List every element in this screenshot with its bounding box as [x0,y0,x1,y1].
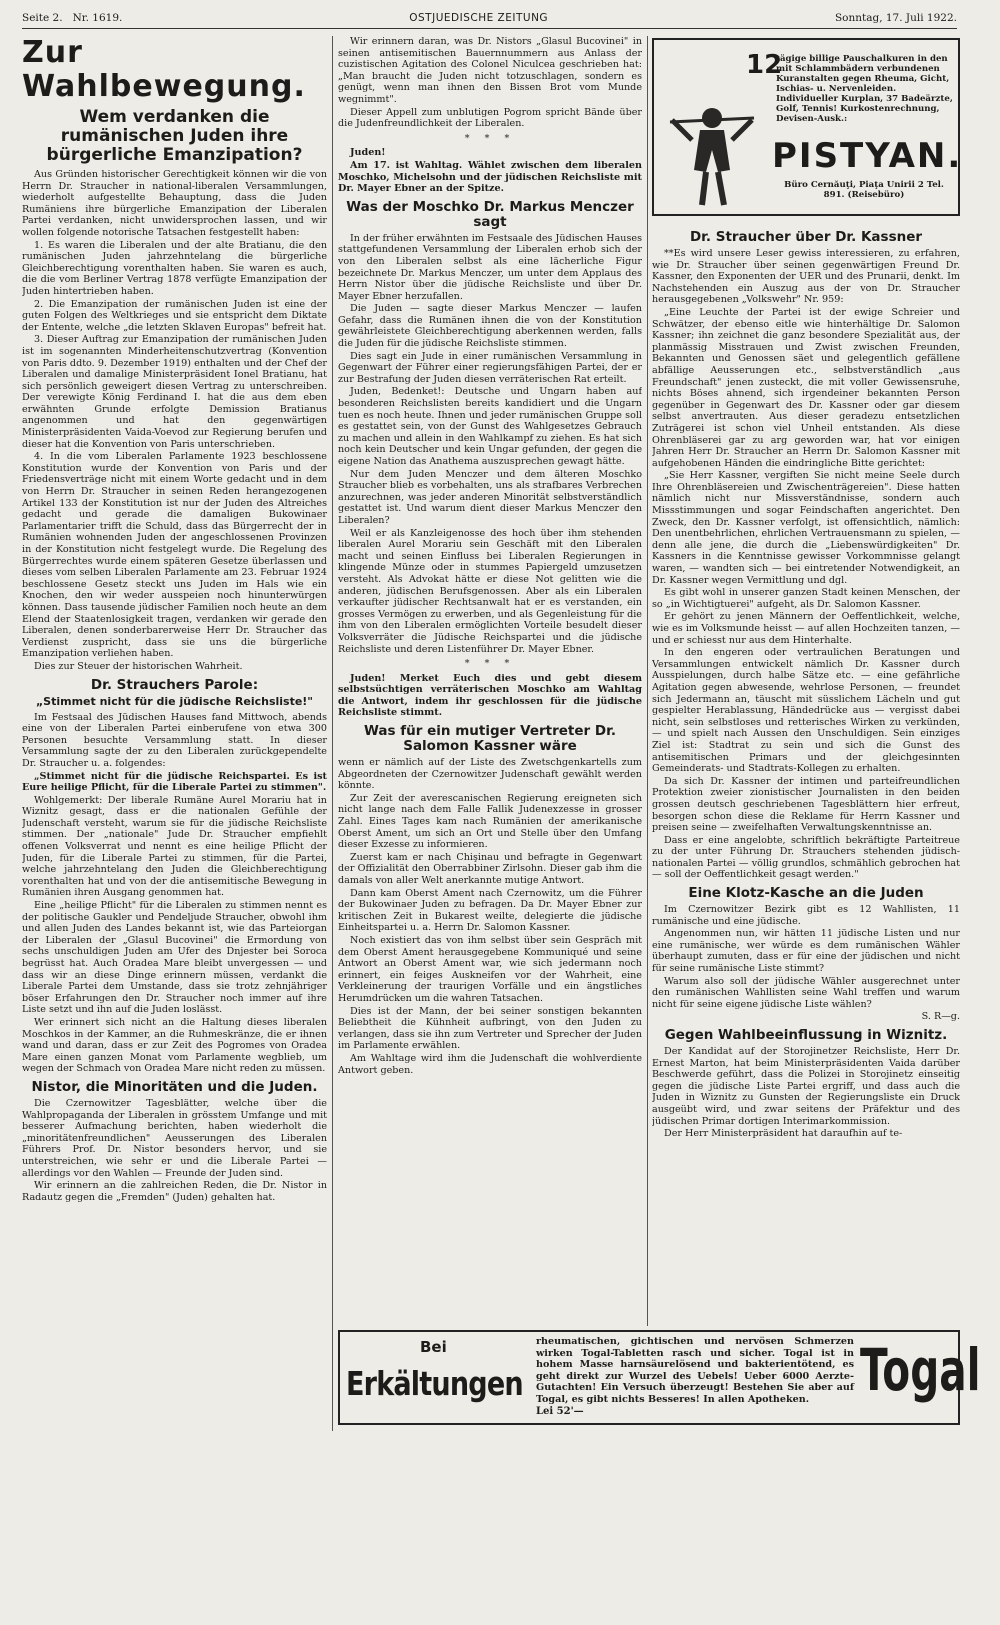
ad-brand: PISTYAN. [772,136,963,176]
ad-number: 12 [746,50,783,80]
paragraph: „Sie Herr Kassner, vergiften Sie nicht meine Seele durch Ihre Ohrenbläsereien und Zwischenträgereien". Diese hatten nämlich nicht nur Missverständnisse, sondern auch Missstimmungen und sogar Feindschaften angerichtet. Den Zweck, den Dr. Kassner verfolgt, ist offensichtlich, nämlich: Den unentbehrlichen, ehrlichen Vertrauensmann zu spielen, — denn alle jene, die durch die „Liebenswürdigkeiten" Dr. Kassners in die Kenntnisse gewisser Vorkommnisse gelangt waren, — wandten sich — bei eintretender Notwendigkeit, an Dr. Kassner wegen Vermittlung und dgl. [652,470,960,586]
paragraph: Angenommen nun, wir hätten 11 jüdische Listen und nur eine rumänische, wer würde es dem rumänischen Wähler überhaupt zumuten, dass er für eine der jüdischen und nicht für seine rumänische Liste stimmt? [652,928,960,975]
paragraph: Wir erinnern daran, was Dr. Nistors „Glasul Bucovinei" in seinen antisemitischen Bauernnummern aus Anlass der cuzistischen Agitation des Colonel Niculcea geschrieben hat: „Man braucht die Juden nicht totzuschlagen, sondern es genügt, wenn man ihnen den Bissen Brot vom Munde wegnimmt". [338,36,642,105]
article-subtitle: „Stimmet nicht für die jüdische Reichsliste!" [35,694,314,708]
separator: * * * [464,132,516,144]
ad-logo: Togal [860,1336,981,1404]
appeal: Am 17. ist Wahltag. Wählet zwischen dem liberalen Moschko, Michelsohn und der jüdischen Reichsliste mit Dr. Mayer Ebner an der Spitze. [338,159,642,195]
paragraph: Juden, Bedenket!: Deutsche und Ungarn haben auf besonderen Reichslisten bereits kandidiert und die Ungarn tuen es noch heute. Ihnen und jeder rumänischen Gruppe soll es gestattet sein, von der Gunst des Wahlgesetzes Gebrauch zu machen und allein in den Wahlkampf zu ziehen. Es hat sich noch kein Deutscher und kein Ungar gefunden, der gegen die eigene Nation das Anathema auszusprechen gewagt hätte. [338,386,642,467]
paragraph: Wir erinnern an die zahlreichen Reden, die Dr. Nistor in Radautz gegen die „Fremden" (Juden) gehalten hat. [22,1180,327,1203]
paragraph: Dies zur Steuer der historischen Wahrheit. [34,660,243,672]
paragraph: Im Festsaal des Jüdischen Hauses fand Mittwoch, abends eine von der Liberalen Partei einberufene von etwa 300 Personen besuchte Versammlung statt. In dieser Versammlung sagte der zu den Liberalen zurückgependelte Dr. Straucher u. a. folgendes: [22,711,327,769]
ad-body: rheumatischen, gichtischen und nervösen Schmerzen wirken Togal-Tabletten rasch und sicher. Togal ist in hohem Masse harnsäurelösend und bakterientötend, es geht direkt zur Wurzel des Uebels! Ueber 6000 Aerzte-Gutachten! Ein Versuch überzeugt! Bestehen Sie aber auf Togal, es gibt nichts Besseres! In allen Apotheken. [536,1336,854,1405]
appeal: Juden! Merket Euch dies und gebt diesem selbstsüchtigen verräterischen Moschko am Wahltag die Antwort, indem ihr geschlossen für die jüdische Reichsliste stimmt. [338,672,642,719]
article-title: Gegen Wahlbeeinflussung in Wiznitz. [664,1027,948,1043]
signature: S. R—g. [921,1011,960,1023]
paragraph: Im Czernowitzer Bezirk gibt es 12 Wahllisten, 11 rumänische und eine jüdische. [652,904,960,927]
masthead [22,10,957,29]
paragraph: Zur Zeit der averescanischen Regierung ereigneten sich nicht lange nach dem Falle Fallik Judenexzesse in grosser Zahl. Eines Tages kam nach Rumänien der amerikanische Oberst Ament, um sich an Ort und Stelle über den Umfang dieser Exzesse zu informieren. [338,792,642,851]
paragraph: Der Kandidat auf der Storojinetzer Reichsliste, Herr Dr. Ernest Marton, hat beim Ministerpräsidenten Vaida darüber Beschwerde geführt, dass die Polizei in Storojinetz einseitig gegen die jüdische Liste Partei ergriff, und dass auch die Juden in Wiznitz zu Gunsten der Regierungsliste ein Druck ausgeübt wird, und zwar seitens der Präfektur und des jüdischen Primar dortigen Interimarkommission. [652,1046,960,1127]
paragraph: Dass er eine angelobte, schriftlich bekräftigte Parteitreue zu der unter Führung Dr. Strauchers stehenden jüdisch-nationalen Partei — völlig grundlos, schmählich gebrochen hat — soll der Oeffentlichkeit gesagt werden." [652,834,960,881]
paragraph: Zuerst kam er nach Chişinau und befragte in Gegenwart der Offizialität den Oberrabbiner Zirlsohn. Dieser gab ihm die damals von aller Welt anerkannte mutige Antwort. [338,851,642,886]
article-title: Nistor, die Minoritäten und die Juden. [31,1078,318,1095]
paragraph: Dies ist der Mann, der bei seiner sonstigen bekannten Beliebtheit die Kühnheit aufbringt, von den Juden zu verlangen, dass sie ihn zum Vertreter und Sprecher der Juden im Parlamente erwählen. [338,1005,642,1052]
paragraph: Aus Gründen historischer Gerechtigkeit können wir die von Herrn Dr. Straucher in national-liberalen Versammlungen, wiederholt aufgestellte Behauptung, dass die Juden Rumäniens ihre bürgerliche Emanzipation der Liberalen Partei verdanken, nicht unwidersprochen lassen, und wir wollen folgende notorische Tatsachen festgestellt haben: [22,169,327,238]
column-1 [22,36,327,1436]
quote: „Stimmet nicht für die jüdische Reichspartei. Es ist Eure heilige Pflicht, für die Liberale Partei zu stimmen". [22,770,327,794]
man-breaking-crutch-illustration [662,100,762,210]
paragraph: 4. In die vom Liberalen Parlamente 1923 beschlossene Konstitution wurde der Konvention von Paris und der Friedensverträge nicht mit einem Worte gedacht und in dem von Herrn Dr. Straucher in seinen Reden herangezogenen Artikel 133 der Konstitution ist nur der Juden des Altreiches gedacht und gerade die damaligen Bukowinaer Parlamentarier trifft die Schuld, dass das Bürgerrecht der in Rumänien wohnenden Juden der angeschlossenen Provinzen in der Konstitution nicht festgelegt wurde. Die Regelung des Bürgerrechtes wurde einem späteren Gesetze überlassen und dieses vom selben Liberalen Parlamente am 23. Februar 1924 beschlossene Gesetz steckt uns Juden im Hals wie ein Knochen, den wir weder ausspeien noch hinunterwürgen können. Dass tausende jüdischer Familien noch heute an dem Elend der Staatenlosigkeit tragen, verdanken wir gerade den Liberalen, denen sonderbarerweise Herr Dr. Straucher das Verdienst zuspricht, dass sie uns die bürgerliche Emanzipation verliehen haben. [22,451,327,660]
paragraph: In der früher erwähnten im Festsaale des Jüdischen Hauses stattgefundenen Versammlung der Liberalen erhob sich der von den Liberalen selbst als eine lächerliche Figur bezeichnete Dr. Markus Menczer, um unter dem Applaus des Herrn Nistor über die jüdische Reichsliste und über Dr. Mayer Ebner herzufallen. [338,232,642,302]
page-label: Seite 2. [22,12,63,24]
paragraph: 3. Dieser Auftrag zur Emanzipation der rumänischen Juden ist im sogenannten Minderheitenschutzvertrag (Konvention von Paris ddto. 9. Dezember 1919) enthalten und der Chef der Liberalen und damalige Ministerpräsident Ionel Bratianu, hat sich persönlich geweigert diesen Vertrag zu unterschreiben. Der verewigte König Ferdinand I. hat die aus dem eben erwähnten Grunde erfolgte Demission Bratianus angenommen und hat den gegenwärtigen Ministerpräsidenten Vaida-Voevod zur Regierung berufen und dieser hat die Konvention von Paris unterschrieben. [22,334,327,450]
paragraph: 2. Die Emanzipation der rumänischen Juden ist eine der guten Folgen des Weltkrieges und sie entspricht dem Diktate der Entente, welche „die letzten Sklaven Europas" befreit hat. [22,298,327,333]
newspaper-title: OSTJUEDISCHE ZEITUNG [409,12,549,24]
paragraph: Der Herr Ministerpräsident hat daraufhin auf te- [664,1128,903,1140]
paragraph: Es gibt wohl in unserer ganzen Stadt keinen Menschen, der so „in Wichtigtuerei" aufgeht, als Dr. Salomon Kassner. [652,587,960,610]
article-title: Was für ein mutiger Vertreter Dr. Salomon Kassner wäre [364,723,616,755]
ad-headline: Erkältungen [346,1364,523,1403]
paragraph: Eine „heilige Pflicht" für die Liberalen zu stimmen nennt es der politische Gaukler und Pendeljude Straucher, obwohl ihm und allen Juden des Landes bekannt ist, wie das Parteiorgan der Liberalen der „Glasul Bucovinei" die Ermordung von sechs unschuldigen Juden am Ufer des Dnjester bei Soroca begrüsst hat. Auch Oradea Mare bleibt unvergessen — und dass wir an diese Dinge erinnern müssen, verdankt die Liberale Partei dem Umstande, dass sie trotz zehnjähriger böser Erfahrungen den Dr. Straucher noch immer auf ihre Liste setzt und ihn auf die Juden loslässt. [22,900,327,1016]
article-title: Was der Moschko Dr. Markus Menczer sagt [346,198,634,230]
headline: Zur Wahlbewegung. [22,36,306,104]
paragraph: wenn er nämlich auf der Liste des Zwetschgenkartells zum Abgeordneten der Czernowitzer Judenschaft gewählt werden könnte. [338,757,642,792]
article-title: Dr. Straucher über Dr. Kassner [689,229,923,245]
article-title: Dr. Strauchers Parole: [90,676,259,693]
page-number [22,12,122,24]
separator: * * * [464,658,516,670]
paragraph: Wohlgemerkt: Der liberale Rumäne Aurel Morariu hat in Wiznitz gesagt, dass er die nationalen Gefühle der Judenschaft versteht, warum sie für die jüdische Reichsliste stimmen. Der „nationale" Jude Dr. Straucher empfiehlt offenen Volksverrat und nennt es eine heilige Pflicht der Juden, für die Liberale Partei zu stimmen, für die Partei, welche jahrzehntelang den Juden die Gleichberechtigung vorenthalten hat und von der die antisemitische Bewegung in Rumänien ihren Ausgang genommen hat. [22,794,327,899]
paragraph: „Eine Leuchte der Partei ist der ewige Schreier und Schwätzer, der ebenso eitle wie hinterhältige Dr. Salomon Kassner; ihn zeichnet die ganz besondere Spezialität aus, der planmässig Misstrauen und Zwist zwischen Freunden, Bekannten und Genossen säet und gelegentlich gefällene abfällige Aeusserungen etc., selbstverständlich „aus Freundschaft" jenen zusteckt, die mit voller Gewissensruhe, nichts Böses ahnend, sich irgendeiner bekannten Person gegenüber in Gegenwart des Dr. Kassner oder gar diesem selbst anvertrauten. Aus dieser geradezu entsetzlichen Zuträgerei ist schon viel Unheil entstanden. Als diese Ohrenbläserei gar zu arg geworden war, hat vor einigen Jahren Herr Dr. Straucher an Herrn Dr. Salomon Kassner mit aufgehobenen Händen die eindringliche Bitte gerichtet: [652,306,960,469]
ad-lead: Bei [420,1338,447,1356]
appeal: Juden! [350,147,386,159]
issue-number: Nr. 1619. [72,12,123,24]
paragraph: Da sich Dr. Kassner der intimen und parteifreundlichen Protektion zweier zionistischer Journalisten in den beiden grossen deutsch geschriebenen Tagesblättern hier erfreut, besorgen schon diese die Reklame für Herrn Kassner und preisen seine — zweifelhaften Verwaltungskenntnisse an. [652,775,960,834]
column-rule [332,36,333,1431]
paragraph: Weil er als Kanzleigenosse des hoch über ihm stehenden liberalen Aurel Morariu sein Geschäft mit den Liberalen macht und seinen Einfluss bei Liberalen Regierungen in klingende Münze oder in stummes Papiergeld umzusetzen versteht. Als Advokat hätte er diese Not gelitten wie die anderen, jüdischen Berufsgenossen. Aber als ein Liberalen verkaufter jüdischer Rechtsanwalt hat er es verstanden, ein grosses Vermögen zu erwerben, und als Gegenleistung für die ihm von den Liberalen ermöglichten Vorteile besudelt dieser Volksverräter die Jüdische Reichspartei und die jüdische Reichsliste und deren Listenführer Dr. Mayer Ebner. [338,527,642,655]
article-title: Eine Klotz-Kasche an die Juden [688,885,924,902]
column-2 [338,36,642,1286]
paragraph: Er gehört zu jenen Männern der Oeffentlichkeit, welche, wie es im Volksmunde heisst — auf allen Hochzeiten tanzen, — und er schiesst nur aus dem Hinterhalte. [652,611,960,646]
article-title: Wem verdanken die rumänischen Juden ihre bürgerliche Emanzipation? [46,107,303,165]
ad-address: Büro Cernăuţi, Piaţa Unirii 2 Tel. 891. (Reisebüro) [784,180,944,200]
paragraph: Nur dem Juden Menczer und dem älteren Moschko Straucher blieb es vorbehalten, uns als strafbares Verbrechen anzurechnen, was jeder anderen Minorität selbstverständlich gestattet ist. Und warum dient dieser Markus Menczer den Liberalen? [338,468,642,526]
paragraph: Dann kam Oberst Ament nach Czernowitz, um die Führer der Bukowinaer Juden zu befragen. Da Dr. Mayer Ebner zur kritischen Zeit in Bukarest weilte, delegierte die jüdische Einheitspartei u. a. Herrn Dr. Salomon Kassner. [338,887,642,934]
issue-date: Sonntag, 17. Juli 1922. [834,12,957,24]
paragraph: Dieser Appell zum unblutigen Pogrom spricht Bände über die Judenfreundlichkeit der Liberalen. [338,106,642,130]
paragraph: Am Wahltage wird ihm die Judenschaft die wohlverdiente Antwort geben. [338,1052,642,1076]
paragraph: Noch existiert das von ihm selbst über sein Gespräch mit dem Oberst Ament herausgegebene Kommuniqué und seine Antwort an Oberst Ament war, wie sich jedermann noch erinnert, ein feiges Auskneifen vor der Wahrheit, eine Verkleinerung der traurigen Vorfälle und ein ängstliches Herumdrücken um die wahren Tatsachen. [338,934,642,1004]
column-rule [647,36,648,1326]
ad-text: tägige billige Pauschalkuren in den mit Schlammbädern verbundenen Kuranstalten gegen Rheuma, Gicht, Ischias- u. Nervenleiden. Individueller Kurplan, 37 Badeärzte, Golf, Tennis! Kurkostenrechnung, Devisen-Ausk.: [776,54,953,124]
paragraph: In den engeren oder vertraulichen Beratungen und Versammlungen entwickelt nämlich Dr. Kassner durch Ausspielungen, durch halbe Sätze etc. — eine gefährliche Agitation gegen abwesende, wehrlose Personen, — freundet sich Jedermann an, täuscht mit süsslichem Lächeln und gut gespielter Herablassung, Händedrücke aus — vergisst dabei nicht, sein selbstloses und retterisches Wirken zu verkünden, — und spielt nach Aussen den Unschuldigen. Sein einziges Ziel ist: Stadtrat zu sein und sich die Gunst des antisemitischen Primars und der gleichgesinnten Gemeinderats- und Stadtrats-Kollegen zu erhalten. [652,647,960,775]
advertisement-pistyan [652,38,963,216]
advertisement-togal [338,1330,981,1425]
paragraph: Dies sagt ein Jude in einer rumänischen Versammlung in Gegenwart der Führer einer regierungsfähigen Partei, der er zur Bestrafung der Juden diesen verräterischen Rat erteilt. [338,350,642,385]
paragraph: **Es wird unsere Leser gewiss interessieren, zu erfahren, wie Dr. Straucher über seinen gegenwärtigen Freund Dr. Kassner, den Exponenten der UER und des Prunarii, denkt. Im Nachstehenden ein Auszug aus der von Dr. Straucher herausgegebenen „Volkswehr" Nr. 959: [652,248,960,306]
paragraph: Die Juden — sagte dieser Markus Menczer — laufen Gefahr, dass die Rumänen ihnen die von der Konstitution gewährleistete Gleichberechtigung aberkennen werden, falls die Juden für die jüdische Reichsliste stimmen. [338,303,642,350]
paragraph: Wer erinnert sich nicht an die Haltung dieses liberalen Moschkos in der Kammer, an die Ruhmeskränze, die er ihnen wand und daran, dass er zur Zeit des Pogromes von Oradea Mare einen ganzen Monat vom Parlamente wegblieb, um wegen der Schmach von Oradea Mare nicht reden zu müssen. [22,1016,327,1075]
paragraph: 1. Es waren die Liberalen und der alte Bratianu, die den rumänischen Juden jahrzehntelang die bürgerliche Gleichberechtigung vorenthalten haben. Sie waren es auch, die die vom Berliner Vertrag 1878 verfügte Emanzipation der Juden hintertrieben haben. [22,239,327,297]
ad-price: Lei 52'— [536,1406,584,1417]
paragraph: Die Czernowitzer Tagesblätter, welche über die Wahlpropaganda der Liberalen in grösstem Umfange und mit besserer Aufmachung berichten, haben wiederholt die „minoritätenfreundlichen" Aeusserungen des Liberalen Führers Prof. Dr. Nistor besonders hervor, und sie unterstreichen, wie sehr er und die Liberale Partei — allerdings vor den Wahlen — Freunde der Juden sind. [22,1097,327,1179]
paragraph: Warum also soll der jüdische Wähler ausgerechnet unter den rumänischen Wahllisten seine Wahl treffen und warum nicht für seine eigene jüdische Liste wählen? [652,975,960,1010]
